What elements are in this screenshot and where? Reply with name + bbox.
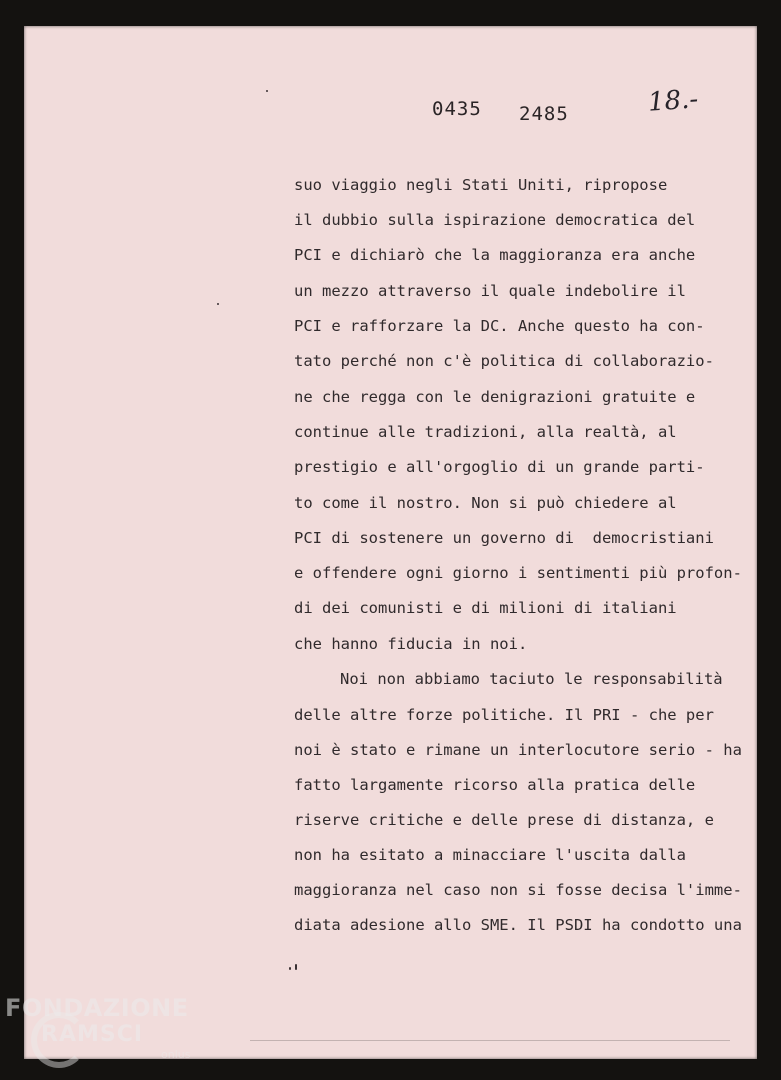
- text-line: il dubbio sulla ispirazione democratica del: [294, 211, 696, 229]
- watermark-line-1: FONDAZIONE: [5, 994, 189, 1022]
- text-line: un mezzo attraverso il quale indebolire il: [294, 282, 686, 300]
- paper-speck: [289, 967, 291, 970]
- text-line: non ha esitato a minacciare l'uscita dalla: [294, 846, 686, 864]
- archive-number-right: 2485: [519, 103, 569, 125]
- text-line: tato perché non c'è politica di collaborazio-: [294, 352, 714, 370]
- text-line: PCI e dichiarò che la maggioranza era anche: [294, 246, 696, 264]
- text-line: fatto largamente ricorso alla pratica delle: [294, 776, 696, 794]
- text-line: prestigio e all'orgoglio di un grande parti-: [294, 458, 705, 476]
- watermark-small-text: onlus: [161, 1048, 191, 1061]
- watermark-g-logo-icon: [31, 1012, 87, 1068]
- text-line: to come il nostro. Non si può chiedere al: [294, 494, 677, 512]
- paper-speck: [266, 90, 268, 92]
- text-line: Noi non abbiamo taciuto le responsabilità: [340, 670, 723, 688]
- paper-speck: [217, 303, 219, 305]
- text-line: PCI di sostenere un governo di democristiani: [294, 529, 714, 547]
- text-line: PCI e rafforzare la DC. Anche questo ha con-: [294, 317, 705, 335]
- text-line: ne che regga con le denigrazioni gratuite e: [294, 388, 696, 406]
- text-line: riserve critiche e delle prese di distanza, e: [294, 811, 714, 829]
- paper-speck: [295, 964, 297, 970]
- watermark-line-2: RAMSCI: [41, 1022, 144, 1047]
- text-line: maggioranza nel caso non si fosse decisa l'imme-: [294, 881, 742, 899]
- text-line: diata adesione allo SME. Il PSDI ha condotto una: [294, 916, 742, 934]
- handwritten-page-number: 18.-: [647, 84, 700, 118]
- text-line: che hanno fiducia in noi.: [294, 635, 528, 653]
- footer-rule: [250, 1040, 730, 1041]
- text-line: continue alle tradizioni, alla realtà, al: [294, 423, 677, 441]
- archive-watermark: [5, 994, 191, 1061]
- text-line: delle altre forze politiche. Il PRI - che per: [294, 706, 714, 724]
- archive-number-left: 0435: [432, 98, 482, 120]
- text-line: noi è stato e rimane un interlocutore serio - ha: [294, 741, 742, 759]
- text-line: di dei comunisti e di milioni di italiani: [294, 599, 677, 617]
- text-line: suo viaggio negli Stati Uniti, ripropose: [294, 176, 668, 194]
- text-line: e offendere ogni giorno i sentimenti più profon-: [294, 564, 742, 582]
